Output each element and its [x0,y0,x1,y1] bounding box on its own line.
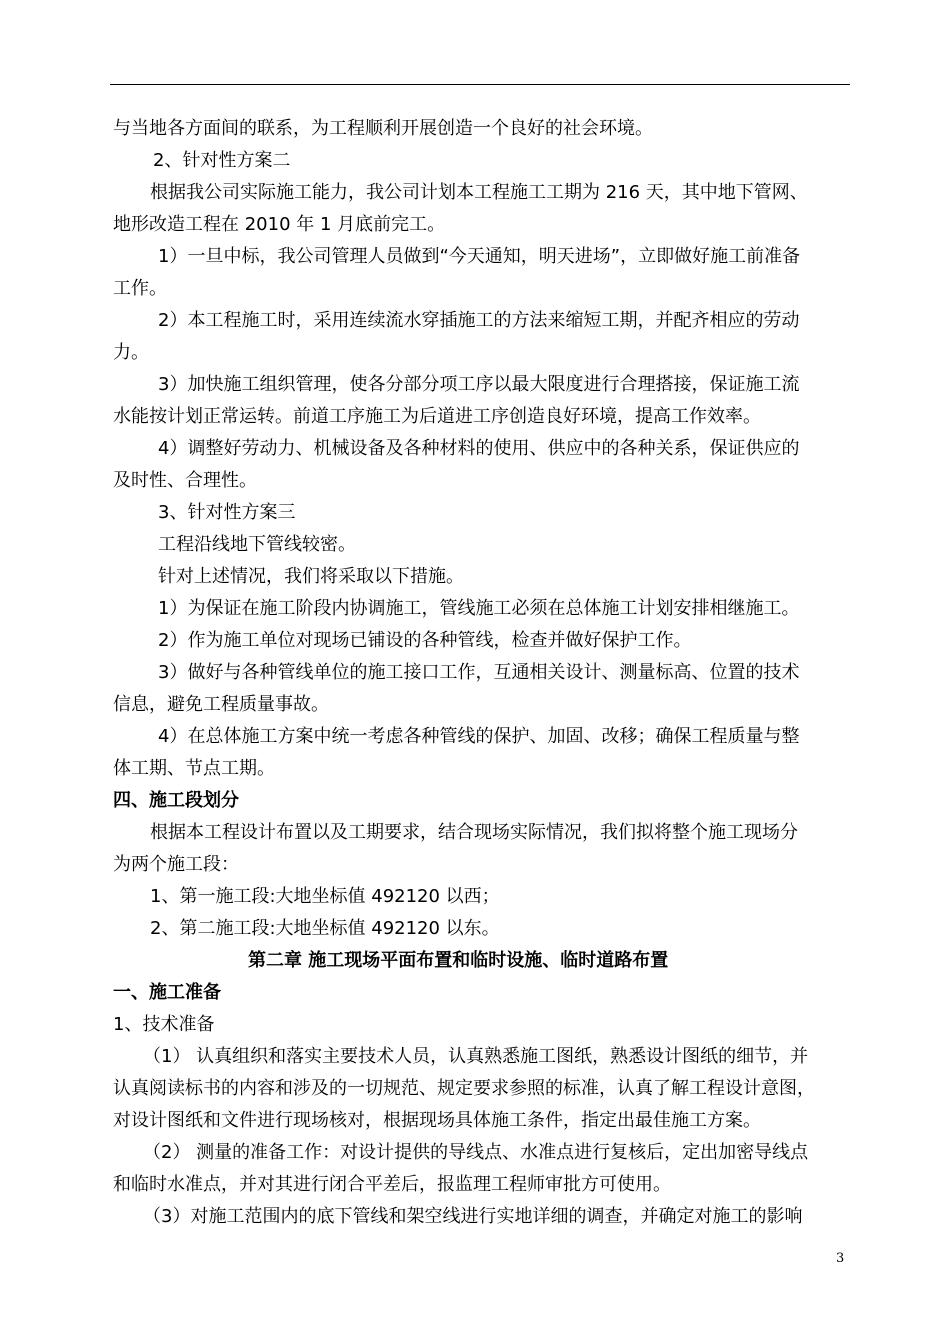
section-heading: 3、针对性方案三 [158,502,296,523]
paragraph-line: 与当地各方面间的联系，为工程顺利开展创造一个良好的社会环境。 [113,118,653,139]
paragraph-line: 为两个施工段： [113,854,239,875]
header-rule [110,84,850,85]
paragraph-line: 根据我公司实际施工能力，我公司计划本工程施工工期为 216 天，其中地下管网、 [150,182,808,203]
section-heading: 2、针对性方案二 [153,150,291,171]
list-item: 1）一旦中标，我公司管理人员做到“今天通知，明天进场”，立即做好施工前准备 [158,246,801,267]
section-heading: 1、技术准备 [113,1014,215,1035]
paragraph-line: 根据本工程设计布置以及工期要求，结合现场实际情况，我们拟将整个施工现场分 [150,822,798,843]
list-item: 1、第一施工段:大地坐标值 492120 以西； [150,886,500,907]
paragraph-line: 水能按计划正常运转。前道工序施工为后道进工序创造良好环境，提高工作效率。 [113,406,761,427]
list-item: 2、第二施工段:大地坐标值 492120 以东。 [150,918,500,939]
list-item: （3）对施工范围内的底下管线和架空线进行实地详细的调查，并确定对施工的影响 [143,1206,803,1227]
list-item: 3）做好与各种管线单位的施工接口工作，互通相关设计、测量标高、位置的技术 [158,662,800,683]
section-heading: 四、施工段划分 [113,790,239,811]
paragraph-line: 认真阅读标书的内容和涉及的一切规范、规定要求参照的标准，认真了解工程设计意图， [113,1078,815,1099]
paragraph-line: 及时性、合理性。 [113,470,257,491]
paragraph-line: 体工期、节点工期。 [113,758,275,779]
paragraph-line: 工程沿线地下管线较密。 [158,534,356,555]
section-heading: 一、施工准备 [113,982,221,1003]
list-item: （2） 测量的准备工作：对设计提供的导线点、水准点进行复核后，定出加密导线点 [143,1142,809,1163]
paragraph-line: 工作。 [113,278,167,299]
paragraph-line: 和临时水准点，并对其进行闭合平差后，报监理工程师审批方可使用。 [113,1174,671,1195]
page-number: 3 [836,1251,845,1266]
chapter-title: 第二章 施工现场平面布置和临时设施、临时道路布置 [248,950,669,971]
list-item: 4）调整好劳动力、机械设备及各种材料的使用、供应中的各种关系，保证供应的 [158,438,800,459]
list-item: （1） 认真组织和落实主要技术人员，认真熟悉施工图纸，熟悉设计图纸的细节，并 [143,1046,809,1067]
list-item: 4）在总体施工方案中统一考虑各种管线的保护、加固、改移；确保工程质量与整 [158,726,800,747]
list-item: 2）作为施工单位对现场已铺设的各种管线，检查并做好保护工作。 [158,630,692,651]
list-item: 1）为保证在施工阶段内协调施工，管线施工必须在总体施工计划安排相继施工。 [158,598,800,619]
paragraph-line: 力。 [113,342,149,363]
paragraph-line: 针对上述情况，我们将采取以下措施。 [158,566,464,587]
paragraph-line: 地形改造工程在 2010 年 1 月底前完工。 [113,214,446,235]
paragraph-line: 信息，避免工程质量事故。 [113,694,329,715]
list-item: 3）加快施工组织管理，使各分部分项工序以最大限度进行合理搭接，保证施工流 [158,374,800,395]
list-item: 2）本工程施工时，采用连续流水穿插施工的方法来缩短工期，并配齐相应的劳动 [158,310,800,331]
paragraph-line: 对设计图纸和文件进行现场核对，根据现场具体施工条件，指定出最佳施工方案。 [113,1110,761,1131]
